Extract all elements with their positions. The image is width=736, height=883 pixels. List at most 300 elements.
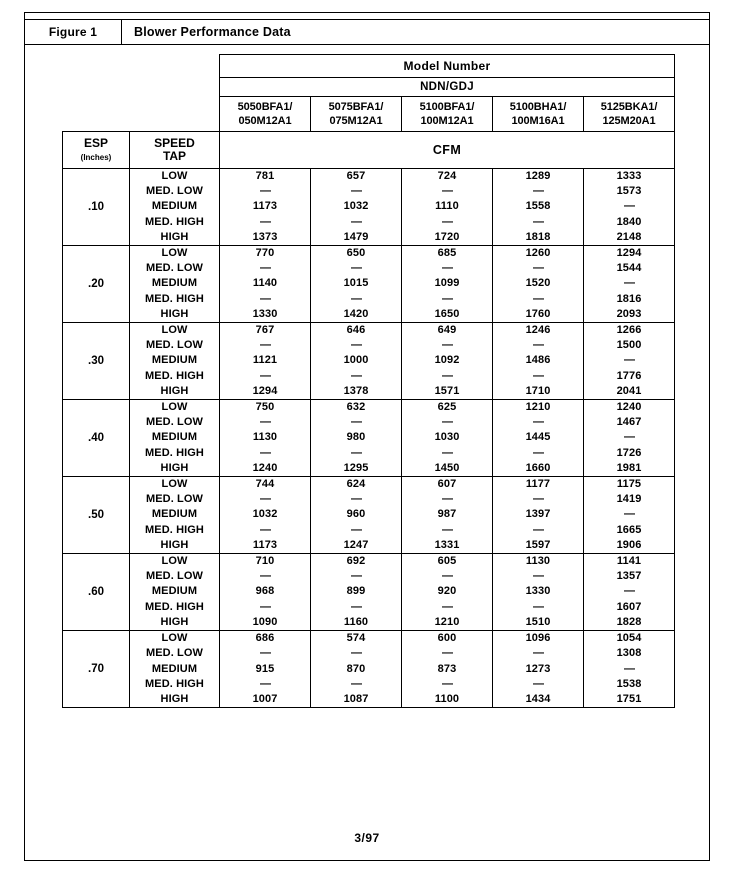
cfm-value: 1420: [343, 307, 369, 320]
cfm-value: 1434: [525, 692, 551, 705]
cfm-value-cell: [311, 400, 402, 477]
cfm-value-none: —: [260, 493, 270, 506]
cfm-value: 1558: [525, 200, 551, 213]
cfm-header: CFM: [220, 132, 675, 169]
cfm-value: 724: [437, 170, 457, 182]
speed-tap-label: MED. LOW: [145, 262, 203, 275]
cfm-value: 649: [437, 324, 457, 337]
cfm-value-none: —: [260, 677, 270, 690]
speed-tap-label: HIGH: [160, 307, 189, 320]
cfm-value-none: —: [442, 493, 452, 506]
cfm-value-none: —: [442, 570, 452, 583]
cfm-value-cell: [402, 554, 493, 631]
cfm-value-stack: [584, 477, 674, 553]
cfm-value: 1247: [343, 538, 369, 551]
cfm-value: 960: [346, 508, 366, 521]
cfm-value-cell: [311, 631, 402, 708]
cfm-value: 1650: [434, 307, 460, 320]
cfm-value-none: —: [533, 600, 543, 613]
model-part-line2: 100M16A1: [511, 115, 565, 127]
cfm-value-none: —: [533, 570, 543, 583]
cfm-value: 1096: [525, 632, 551, 645]
cfm-value-none: —: [533, 493, 543, 506]
cfm-value: 968: [255, 585, 275, 598]
spacer-tap-3: [130, 97, 220, 132]
cfm-value-stack: [311, 631, 401, 707]
header-row-esp-cfm: [63, 132, 675, 169]
model-part-line2: 100M12A1: [420, 115, 474, 127]
speed-tap-label: MED. LOW: [145, 493, 203, 506]
cfm-value-none: —: [351, 215, 361, 228]
cfm-value-none: —: [624, 662, 634, 675]
cfm-value-cell: [402, 169, 493, 246]
speed-tap-label: MEDIUM: [151, 508, 198, 521]
cfm-value-none: —: [533, 523, 543, 536]
cfm-value: 1479: [343, 230, 369, 243]
cfm-value: 1357: [616, 570, 642, 583]
cfm-value-cell: [311, 169, 402, 246]
model-part-line1: 5100BFA1/: [419, 101, 475, 113]
cfm-value: 1760: [525, 307, 551, 320]
cfm-value: 686: [255, 632, 275, 645]
document-page: [24, 12, 710, 861]
cfm-value: 710: [255, 555, 275, 568]
speed-tap-stack: [130, 554, 219, 630]
cfm-value: 1110: [435, 200, 459, 213]
cfm-value: 1210: [525, 401, 551, 414]
cfm-value-stack: [220, 477, 310, 553]
cfm-value-none: —: [442, 523, 452, 536]
cfm-value: 625: [437, 401, 457, 414]
page-footer: 3/97: [354, 831, 380, 845]
spacer-tap-2: [130, 78, 220, 97]
esp-block-row: [63, 169, 675, 246]
cfm-value: 1090: [252, 615, 278, 628]
cfm-value-cell: [220, 323, 311, 400]
speed-tap-cell: [130, 323, 220, 400]
cfm-value: 646: [346, 324, 366, 337]
cfm-value: 1373: [252, 230, 278, 243]
speed-tap-stack: [130, 323, 219, 399]
cfm-value-none: —: [260, 647, 270, 660]
cfm-value: 744: [255, 478, 275, 491]
esp-value-cell: .10: [63, 169, 130, 246]
cfm-value-stack: [584, 400, 674, 476]
speed-tap-label: MED. HIGH: [145, 369, 204, 382]
cfm-value: 657: [346, 170, 366, 182]
esp-block-row: [63, 477, 675, 554]
cfm-value-stack: [493, 631, 583, 707]
cfm-value-cell: [493, 477, 584, 554]
cfm-value-none: —: [624, 431, 634, 444]
cfm-value: 1840: [616, 215, 642, 228]
cfm-value-none: —: [260, 446, 270, 459]
cfm-value-none: —: [533, 339, 543, 352]
model-part-line2: 125M20A1: [602, 115, 656, 127]
cfm-value: 1210: [434, 615, 460, 628]
speed-tap-cell: [130, 400, 220, 477]
cfm-value-stack: [493, 323, 583, 399]
cfm-value-cell: [402, 631, 493, 708]
cfm-value-stack: [493, 246, 583, 322]
cfm-value-none: —: [442, 292, 452, 305]
cfm-value-none: —: [351, 369, 361, 382]
speed-tap-label: LOW: [161, 632, 188, 645]
model-part-line1: 5050BFA1/: [237, 101, 293, 113]
cfm-value-none: —: [260, 600, 270, 613]
cfm-value-stack: [493, 169, 583, 245]
speed-tap-stack: [130, 169, 219, 245]
cfm-value: 987: [437, 508, 457, 521]
cfm-value: 1906: [616, 538, 642, 551]
cfm-value-none: —: [260, 416, 270, 429]
cfm-value-stack: [402, 631, 492, 707]
cfm-value-stack: [402, 323, 492, 399]
cfm-value-none: —: [442, 185, 452, 198]
cfm-value-stack: [311, 323, 401, 399]
esp-header-units: (Inches): [80, 152, 112, 162]
cfm-value: 1597: [525, 538, 551, 551]
cfm-value-none: —: [260, 185, 270, 198]
cfm-value-cell: [584, 631, 675, 708]
cfm-value: 1500: [616, 339, 642, 352]
model-part-line2: 075M12A1: [329, 115, 383, 127]
cfm-value: 1660: [525, 461, 551, 474]
cfm-value-cell: [311, 246, 402, 323]
esp-value-cell: .30: [63, 323, 130, 400]
cfm-value: 899: [346, 585, 366, 598]
figure-caption-bar: [25, 19, 709, 45]
cfm-value-none: —: [260, 369, 270, 382]
model-column-header-4: [493, 97, 584, 132]
cfm-value-cell: [220, 477, 311, 554]
cfm-value-cell: [220, 400, 311, 477]
cfm-value-stack: [220, 554, 310, 630]
speed-tap-stack: [130, 477, 219, 553]
cfm-value-none: —: [533, 647, 543, 660]
cfm-value-none: —: [533, 677, 543, 690]
cfm-value-none: —: [351, 493, 361, 506]
model-part-line1: 5100BHA1/: [509, 101, 567, 113]
cfm-value: 1266: [616, 324, 642, 337]
cfm-value: 1467: [616, 416, 642, 429]
cfm-value-stack: [311, 246, 401, 322]
speed-tap-header-line1: SPEED: [154, 136, 195, 150]
cfm-value: 873: [437, 662, 457, 675]
speed-tap-cell: [130, 554, 220, 631]
cfm-value-none: —: [351, 416, 361, 429]
speed-tap-header: [130, 132, 220, 169]
model-column-header-5: [584, 97, 675, 132]
cfm-value-none: —: [533, 369, 543, 382]
cfm-value: 1981: [616, 461, 642, 474]
cfm-value: 1175: [616, 478, 642, 491]
cfm-value-none: —: [624, 508, 634, 521]
cfm-value-cell: [402, 477, 493, 554]
cfm-value-cell: [402, 400, 493, 477]
cfm-value-stack: [220, 631, 310, 707]
cfm-value: 1030: [434, 431, 460, 444]
cfm-value-none: —: [260, 292, 270, 305]
esp-header-label: ESP: [83, 135, 108, 150]
cfm-value: 1450: [434, 461, 460, 474]
cfm-value-cell: [311, 477, 402, 554]
cfm-value-stack: [402, 477, 492, 553]
cfm-value-stack: [220, 246, 310, 322]
cfm-value: 607: [437, 478, 457, 491]
cfm-value: 1099: [434, 277, 460, 290]
model-part-line1: 5125BKA1/: [600, 101, 658, 113]
cfm-value-stack: [220, 323, 310, 399]
cfm-value-none: —: [260, 339, 270, 352]
cfm-value-cell: [584, 400, 675, 477]
spacer-tap: [130, 55, 220, 78]
cfm-value: 1173: [252, 538, 278, 551]
cfm-value-stack: [220, 169, 310, 245]
speed-tap-stack: [130, 400, 219, 476]
cfm-value: 1710: [525, 384, 551, 397]
cfm-value-stack: [402, 169, 492, 245]
speed-tap-label: MED. LOW: [145, 570, 203, 583]
cfm-value: 1007: [252, 692, 278, 705]
cfm-value: 1607: [616, 600, 642, 613]
speed-tap-label: MED. HIGH: [145, 292, 204, 305]
cfm-value: 1816: [616, 292, 642, 305]
figure-title: Blower Performance Data: [134, 25, 291, 39]
speed-tap-label: LOW: [161, 401, 188, 414]
speed-tap-label: LOW: [161, 170, 188, 182]
cfm-value: 1308: [616, 647, 642, 660]
cfm-value: 1378: [343, 384, 369, 397]
cfm-value-none: —: [624, 354, 634, 367]
cfm-value: 920: [437, 585, 457, 598]
cfm-value: 2093: [616, 307, 642, 320]
cfm-value: 1000: [343, 354, 369, 367]
esp-block-row: [63, 554, 675, 631]
cfm-value-none: —: [351, 262, 361, 275]
cfm-value-stack: [311, 169, 401, 245]
cfm-value-stack: [493, 400, 583, 476]
cfm-value: 1289: [525, 170, 551, 182]
cfm-value: 1177: [525, 478, 551, 491]
cfm-value: 1330: [252, 307, 278, 320]
cfm-value: 2041: [616, 384, 642, 397]
speed-tap-stack: [130, 631, 219, 707]
cfm-value: 1295: [343, 461, 369, 474]
cfm-value-none: —: [533, 262, 543, 275]
cfm-value: 1240: [252, 461, 278, 474]
cfm-value: 685: [437, 247, 457, 260]
cfm-value-stack: [311, 400, 401, 476]
cfm-value: 767: [255, 324, 275, 337]
cfm-value: 2148: [616, 230, 642, 243]
cfm-value-none: —: [351, 292, 361, 305]
cfm-value-stack: [584, 631, 674, 707]
cfm-value: 770: [255, 247, 275, 260]
esp-block-row: [63, 400, 675, 477]
cfm-value: 1246: [525, 324, 551, 337]
model-number-header: Model Number: [220, 55, 675, 78]
speed-tap-label: MEDIUM: [151, 585, 198, 598]
cfm-value-cell: [493, 631, 584, 708]
speed-tap-cell: [130, 169, 220, 246]
header-row-parts: [63, 97, 675, 132]
esp-value-cell: .20: [63, 246, 130, 323]
cfm-value-none: —: [442, 369, 452, 382]
cfm-value: 1054: [616, 632, 642, 645]
esp-block-row: [63, 631, 675, 708]
cfm-value-stack: [402, 400, 492, 476]
cfm-value: 1130: [525, 555, 551, 568]
cfm-value: 1160: [343, 615, 369, 628]
cfm-value: 1240: [616, 401, 642, 414]
speed-tap-label: MED. LOW: [145, 416, 203, 429]
cfm-value-none: —: [260, 523, 270, 536]
cfm-value-cell: [584, 477, 675, 554]
esp-block-row: [63, 246, 675, 323]
cfm-value-cell: [493, 323, 584, 400]
cfm-value-cell: [584, 169, 675, 246]
cfm-value-stack: [493, 554, 583, 630]
cfm-value-none: —: [260, 215, 270, 228]
cfm-value: 600: [437, 632, 457, 645]
cfm-value: 692: [346, 555, 366, 568]
cfm-value-cell: [584, 554, 675, 631]
speed-tap-label: MED. HIGH: [145, 215, 204, 228]
speed-tap-label: LOW: [161, 324, 188, 337]
cfm-value-none: —: [533, 215, 543, 228]
cfm-value-none: —: [533, 292, 543, 305]
cfm-value-cell: [311, 554, 402, 631]
cfm-value-cell: [311, 323, 402, 400]
model-part-line2: 050M12A1: [238, 115, 292, 127]
speed-tap-label: HIGH: [160, 230, 189, 243]
cfm-value-none: —: [442, 416, 452, 429]
model-part-line1: 5075BFA1/: [328, 101, 384, 113]
cfm-value-none: —: [351, 185, 361, 198]
cfm-value: 1294: [616, 247, 642, 260]
cfm-value: 1333: [616, 170, 642, 182]
cfm-value: 750: [255, 401, 275, 414]
model-column-header-1: [220, 97, 311, 132]
cfm-value-stack: [493, 477, 583, 553]
cfm-value-none: —: [442, 339, 452, 352]
header-row-model: [63, 55, 675, 78]
model-column-header-2: [311, 97, 402, 132]
esp-value-cell: .60: [63, 554, 130, 631]
cfm-value-none: —: [442, 215, 452, 228]
speed-tap-label: MEDIUM: [151, 200, 198, 213]
cfm-value-none: —: [351, 339, 361, 352]
blower-performance-table-wrapper: [62, 54, 675, 708]
spacer-esp-3: [63, 97, 130, 132]
cfm-value: 1544: [616, 262, 642, 275]
cfm-value: 1015: [343, 277, 369, 290]
cfm-value-stack: [311, 477, 401, 553]
speed-tap-label: MED. HIGH: [145, 523, 204, 536]
cfm-value: 650: [346, 247, 366, 260]
cfm-value: 1260: [525, 247, 551, 260]
cfm-value-stack: [311, 554, 401, 630]
cfm-value: 1665: [616, 523, 642, 536]
cfm-value: 1141: [616, 555, 642, 568]
cfm-value-cell: [220, 631, 311, 708]
cfm-value: 1140: [252, 277, 278, 290]
cfm-value: 781: [255, 170, 275, 182]
cfm-value-none: —: [351, 600, 361, 613]
spacer-esp: [63, 55, 130, 78]
cfm-value: 1776: [616, 369, 642, 382]
model-family-header: NDN/GDJ: [220, 78, 675, 97]
cfm-value-none: —: [624, 200, 634, 213]
cfm-value: 1818: [525, 230, 551, 243]
speed-tap-label: HIGH: [160, 461, 189, 474]
cfm-value: 1445: [525, 431, 551, 444]
cfm-value: 605: [437, 555, 457, 568]
cfm-value-none: —: [351, 570, 361, 583]
esp-value-cell: .40: [63, 400, 130, 477]
speed-tap-label: MED. LOW: [145, 339, 203, 352]
cfm-value: 1121: [252, 354, 278, 367]
cfm-value-none: —: [351, 647, 361, 660]
speed-tap-label: MED. HIGH: [145, 600, 204, 613]
cfm-value: 1032: [252, 508, 278, 521]
speed-tap-label: MEDIUM: [151, 354, 198, 367]
speed-tap-cell: [130, 246, 220, 323]
cfm-value-cell: [220, 554, 311, 631]
cfm-value-none: —: [533, 446, 543, 459]
cfm-value-none: —: [351, 446, 361, 459]
cfm-value: 1092: [434, 354, 460, 367]
cfm-value-cell: [220, 169, 311, 246]
header-row-family: [63, 78, 675, 97]
cfm-value-none: —: [260, 262, 270, 275]
cfm-value-stack: [402, 246, 492, 322]
speed-tap-label: LOW: [161, 555, 188, 568]
blower-performance-table: [62, 54, 675, 708]
cfm-value-cell: [493, 169, 584, 246]
cfm-value-none: —: [533, 416, 543, 429]
figure-number: Figure 1: [25, 20, 122, 44]
cfm-value: 1294: [252, 384, 278, 397]
cfm-value-stack: [584, 323, 674, 399]
speed-tap-header-line2: TAP: [162, 149, 187, 163]
speed-tap-label: HIGH: [160, 538, 189, 551]
cfm-value: 1571: [434, 384, 460, 397]
cfm-value: 1828: [616, 615, 642, 628]
cfm-value: 915: [255, 662, 275, 675]
cfm-value: 980: [346, 431, 366, 444]
cfm-value-none: —: [442, 647, 452, 660]
cfm-value-stack: [584, 169, 674, 245]
cfm-value: 1032: [343, 200, 369, 213]
cfm-value: 1538: [616, 677, 642, 690]
speed-tap-stack: [130, 246, 219, 322]
cfm-value-none: —: [624, 585, 634, 598]
speed-tap-label: MED. LOW: [145, 647, 203, 660]
cfm-value: 1273: [525, 662, 551, 675]
cfm-value-none: —: [624, 277, 634, 290]
cfm-value: 1751: [616, 692, 642, 705]
cfm-value: 1726: [616, 446, 642, 459]
cfm-value-stack: [584, 554, 674, 630]
cfm-value-cell: [584, 246, 675, 323]
cfm-value: 1331: [434, 538, 460, 551]
cfm-value: 1419: [616, 493, 642, 506]
speed-tap-label: HIGH: [160, 615, 189, 628]
cfm-value: 1130: [252, 431, 278, 444]
speed-tap-cell: [130, 477, 220, 554]
